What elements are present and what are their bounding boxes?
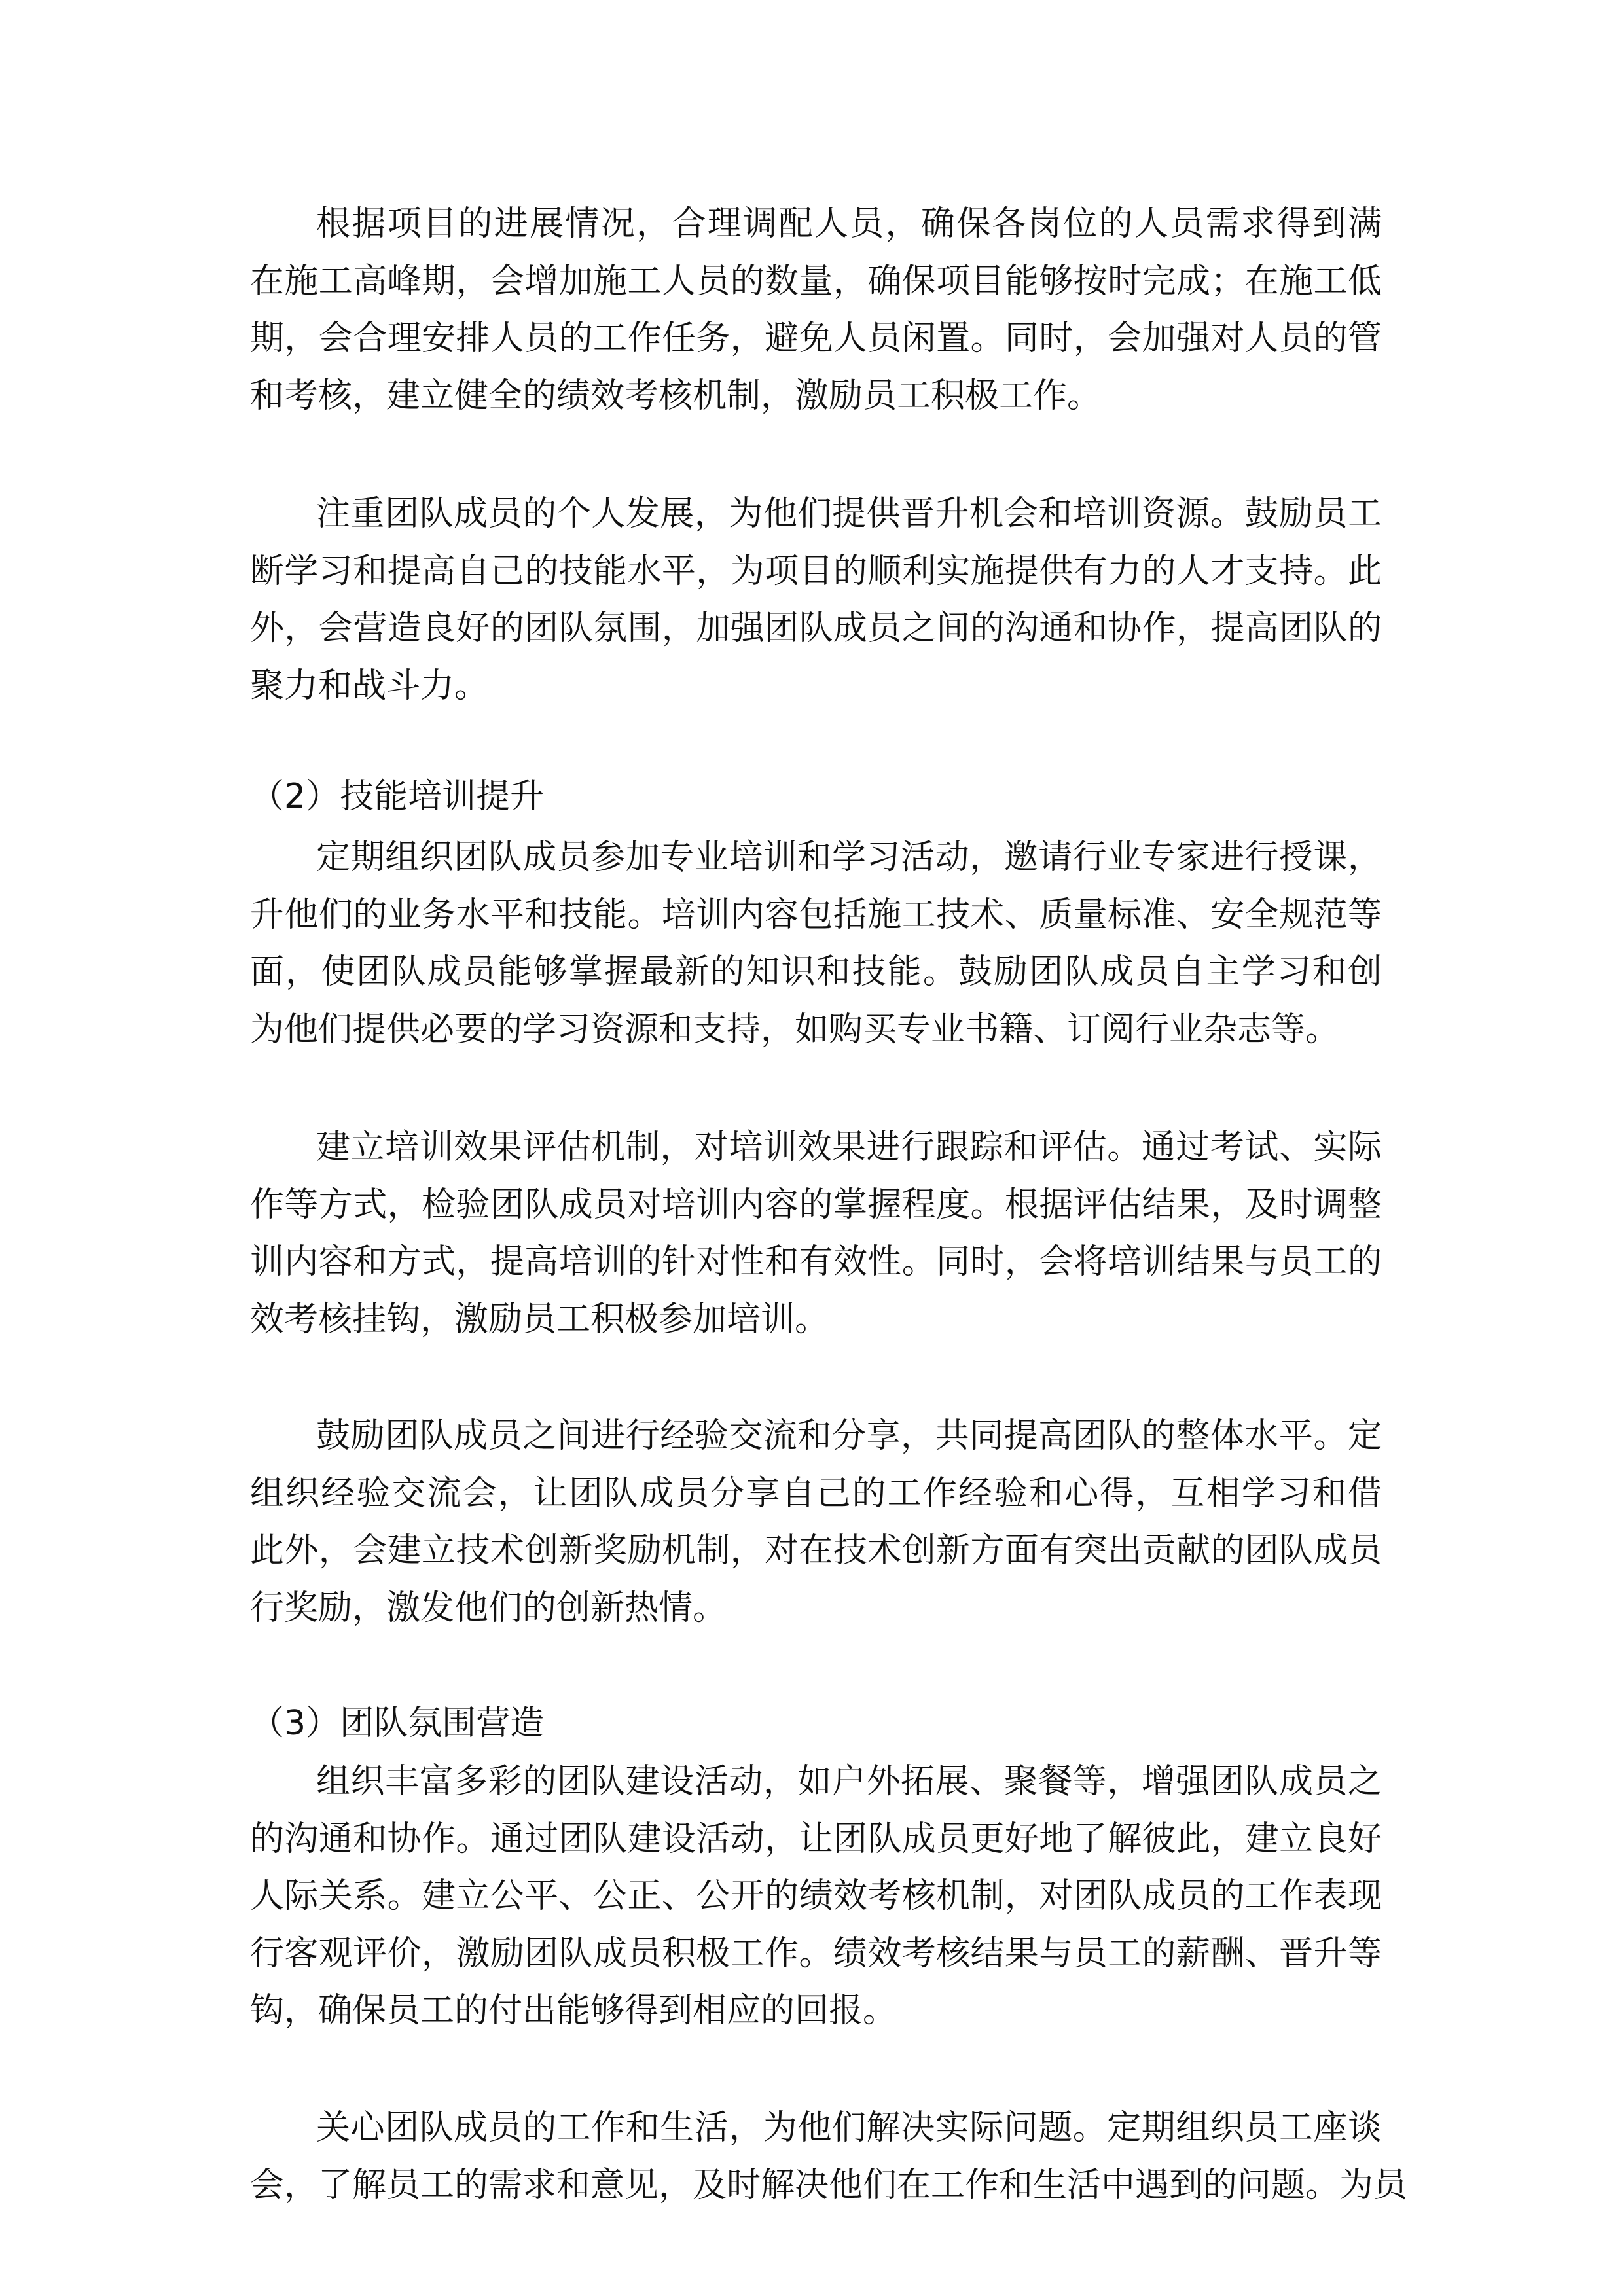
text-line: 行奖励，激发他们的创新热情。 xyxy=(250,1588,727,1628)
text-line: 此外，会建立技术创新奖励机制，对在技术创新方面有突出贡献的团队成员 xyxy=(250,1531,1382,1571)
text-line: 外，会营造良好的团队氛围，加强团队成员之间的沟通和协作，提高团队的 xyxy=(250,609,1382,649)
text-line: 和考核，建立健全的绩效考核机制，激励员工积极工作。 xyxy=(250,376,1102,416)
text-line: 关心团队成员的工作和生活，为他们解决实际问题。定期组织员工座谈 xyxy=(316,2108,1382,2147)
text-line: 面，使团队成员能够掌握最新的知识和技能。鼓励团队成员自主学习和创 xyxy=(250,952,1382,992)
text-line: 效考核挂钩，激励员工积极参加培训。 xyxy=(250,1299,829,1339)
heading-text: （3）团队氛围营造 xyxy=(250,1704,545,1743)
text-line: 钩，确保员工的付出能够得到相应的回报。 xyxy=(250,1991,897,2031)
text-line: 期，会合理安排人员的工作任务，避免人员闲置。同时，会加强对人员的管 xyxy=(250,319,1382,359)
heading-text: （2）技能培训提升 xyxy=(250,777,545,816)
text-line: 升他们的业务水平和技能。培训内容包括施工技术、质量标准、安全规范等 xyxy=(250,895,1382,935)
text-line: 的沟通和协作。通过团队建设活动，让团队成员更好地了解彼此，建立良好 xyxy=(250,1819,1382,1859)
text-line: 人际关系。建立公平、公正、公开的绩效考核机制，对团队成员的工作表现 xyxy=(250,1876,1382,1916)
text-line: 定期组织团队成员参加专业培训和学习活动，邀请行业专家进行授课， xyxy=(316,838,1382,877)
text-line: 组织丰富多彩的团队建设活动，如户外拓展、聚餐等，增强团队成员之 xyxy=(316,1762,1382,1801)
text-line: 行客观评价，激励团队成员积极工作。绩效考核结果与员工的薪酬、晋升等 xyxy=(250,1933,1382,1973)
text-line: 注重团队成员的个人发展，为他们提供晋升机会和培训资源。鼓励员工 xyxy=(316,494,1382,533)
text-line: 训内容和方式，提高培训的针对性和有效性。同时，会将培训结果与员工的 xyxy=(250,1242,1382,1282)
text-line: 在施工高峰期，会增加施工人员的数量，确保项目能够按时完成；在施工低 xyxy=(250,261,1382,301)
text-line: 作等方式，检验团队成员对培训内容的掌握程度。根据评估结果，及时调整 xyxy=(250,1185,1382,1225)
text-line: 会，了解员工的需求和意见，及时解决他们在工作和生活中遇到的问题。为员 xyxy=(250,2165,1408,2205)
text-line: 断学习和提高自己的技能水平，为项目的顺利实施提供有力的人才支持。此 xyxy=(250,551,1382,591)
text-line: 为他们提供必要的学习资源和支持，如购买专业书籍、订阅行业杂志等。 xyxy=(250,1009,1340,1049)
text-line: 建立培训效果评估机制，对培训效果进行跟踪和评估。通过考试、实际 xyxy=(316,1128,1382,1167)
text-line: 聚力和战斗力。 xyxy=(250,666,489,706)
text-line: 根据项目的进展情况，合理调配人员，确保各岗位的人员需求得到满 xyxy=(316,204,1382,243)
text-line: 组织经验交流会，让团队成员分享自己的工作经验和心得，互相学习和借 xyxy=(250,1473,1382,1513)
text-line: 鼓励团队成员之间进行经验交流和分享，共同提高团队的整体水平。定 xyxy=(316,1416,1382,1456)
